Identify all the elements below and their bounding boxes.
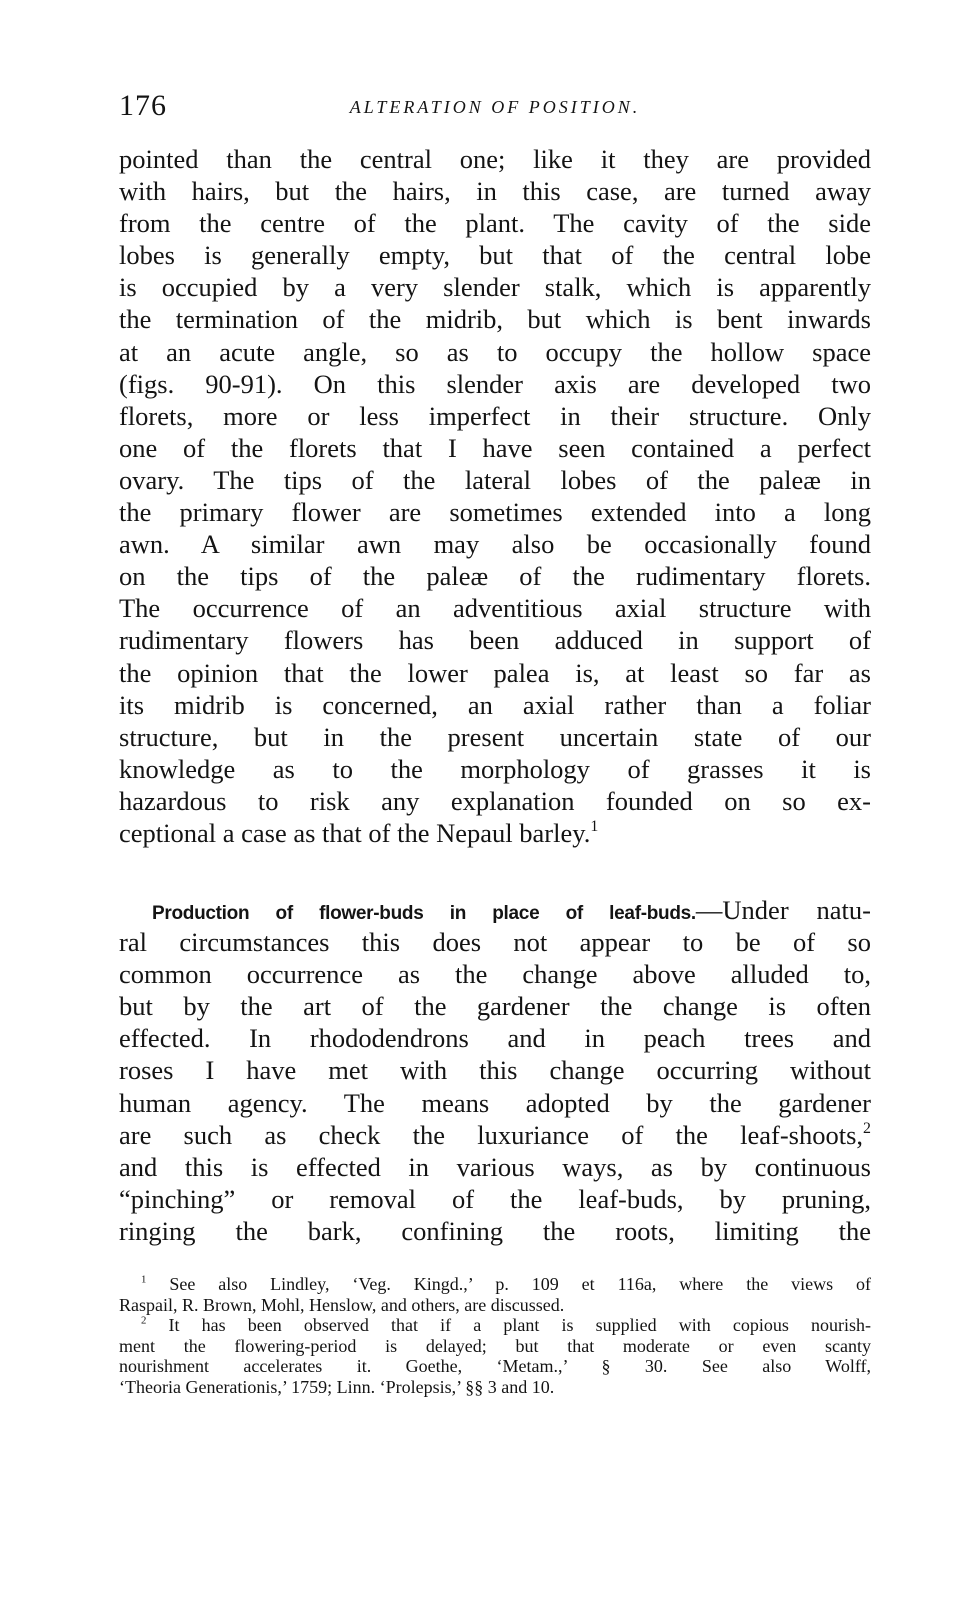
- text-line: ovary. The tips of the lateral lobes of the paleæ in: [119, 464, 871, 495]
- footnote-1-line: [119, 1274, 871, 1295]
- paragraph-1: [119, 143, 871, 849]
- footnote-ref-2: 2: [863, 1119, 871, 1137]
- page-number: 176: [119, 89, 167, 122]
- footnote-1-line: Raspail, R. Brown, Mohl, Henslow, and others, are discussed.: [119, 1294, 565, 1315]
- text-line-with-sidehead: [119, 894, 871, 926]
- text-line: roses I have met with this change occurring without: [119, 1055, 871, 1086]
- text-line: structure, but in the present uncertain state of our: [119, 721, 871, 752]
- text-line: florets, more or less imperfect in their structure. Only: [119, 400, 871, 431]
- footnote-1-mark: 1: [141, 1273, 147, 1286]
- text-line: but by the art of the gardener the change is often: [119, 991, 871, 1022]
- footnote-2-line: ment the flowering-period is delayed; but that moderate or even scanty: [119, 1335, 871, 1356]
- text-line: awn. A similar awn may also be occasionally found: [119, 529, 871, 560]
- footnote-1-text: See also Lindley, ‘Veg. Kingd.,’ p. 109 et 116a, where the views of: [169, 1274, 871, 1294]
- footnote-2-line: [119, 1315, 871, 1336]
- text-line: The occurrence of an adventitious axial structure with: [119, 593, 871, 624]
- text-line: ringing the bark, confining the roots, limiting the: [119, 1215, 871, 1246]
- text-line: at an acute angle, so as to occupy the hollow space: [119, 336, 871, 367]
- text-line-last: [119, 817, 871, 849]
- running-head: [119, 86, 871, 126]
- footnote-2-line: nourishment accelerates it. Goethe, ‘Metam.,’ § 30. See also Wolff,: [119, 1356, 871, 1376]
- text-line: is occupied by a very slender stalk, which is apparently: [119, 272, 871, 303]
- sidehead-continuation: —Under natu-: [695, 895, 871, 925]
- text-line: common occurrence as the change above alluded to,: [119, 959, 871, 990]
- text-line: on the tips of the paleæ of the rudimentary florets.: [119, 561, 871, 592]
- text-line: and this is effected in various ways, as by continuous: [119, 1151, 871, 1182]
- text-line: the termination of the midrib, but which is bent inwards: [119, 304, 871, 335]
- text-line: lobes is generally empty, but that of the central lobe: [119, 240, 871, 271]
- text-line: rudimentary flowers has been adduced in support of: [119, 625, 871, 656]
- text-line: (figs. 90-91). On this slender axis are developed two: [119, 368, 871, 399]
- text-line: ral circumstances this does not appear to be of so: [119, 927, 871, 958]
- text-line: knowledge as to the morphology of grasses it is: [119, 753, 871, 784]
- paragraph-2: [119, 894, 871, 1247]
- footnote-2-line: ‘Theoria Generationis,’ 1759; Linn. ‘Prolepsis,’ §§ 3 and 10.: [119, 1376, 555, 1397]
- text-line: “pinching” or removal of the leaf-buds, by pruning,: [119, 1183, 871, 1214]
- footnote-ref-1: 1: [590, 817, 599, 835]
- footnotes: [119, 1274, 871, 1397]
- text-line: from the centre of the plant. The cavity of the side: [119, 208, 871, 239]
- text-line-with-note: [119, 1119, 871, 1151]
- footnote-2-text: It has been observed that if a plant is supplied with copious nourish-: [168, 1315, 872, 1335]
- footnote-2-mark: 2: [141, 1314, 147, 1327]
- text-line-content: ceptional a case as that of the Nepaul barley.: [119, 817, 591, 848]
- text-line: effected. In rhododendrons and in peach trees and: [119, 1023, 871, 1054]
- text-line: human agency. The means adopted by the gardener: [119, 1087, 871, 1118]
- text-line: one of the florets that I have seen contained a perfect: [119, 432, 871, 463]
- text-line-content: are such as check the luxuriance of the leaf-shoots,: [119, 1119, 864, 1150]
- text-line: pointed than the central one; like it they are provided: [119, 144, 871, 174]
- text-line: hazardous to risk any explanation founded on so ex-: [119, 785, 871, 816]
- text-line: the primary flower are sometimes extended into a long: [119, 497, 871, 528]
- text-line: with hairs, but the hairs, in this case, are turned away: [119, 176, 871, 207]
- text-line: its midrib is concerned, an axial rather than a foliar: [119, 689, 871, 720]
- section-sidehead: Production of flower-buds in place of leaf-buds.: [152, 903, 696, 924]
- running-title: ALTERATION OF POSITION.: [349, 97, 641, 117]
- text-line: the opinion that the lower palea is, at least so far as: [119, 657, 871, 688]
